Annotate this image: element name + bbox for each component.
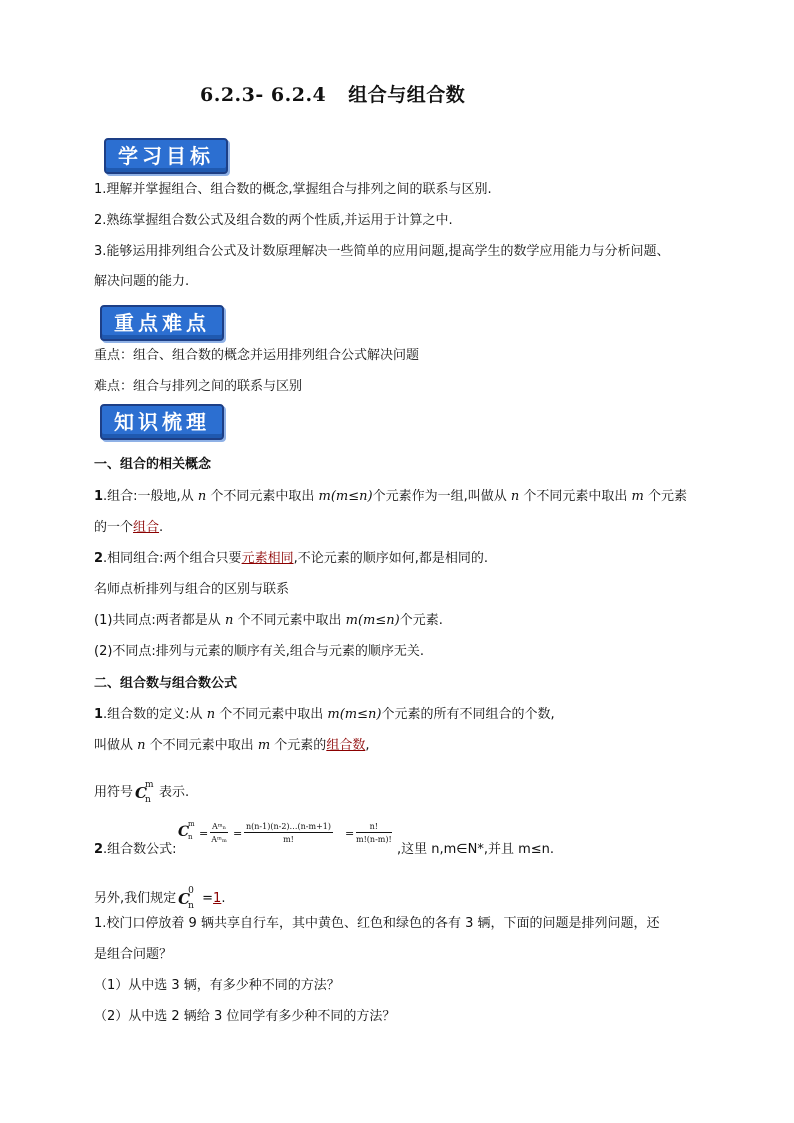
combination-symbol: C m n <box>135 780 154 805</box>
goal-3-cont: 解决问题的能力. <box>94 274 190 289</box>
goal-2: 2.熟练掌握组合数公式及组合数的两个性质,并运用于计算之中. <box>94 213 453 228</box>
common-point: (1)共同点:两者都是从 n 个不同元素中取出 m(m≤n)个元素. <box>94 613 443 628</box>
badge-knowledge: 知识梳理 <box>100 404 224 440</box>
example-question-cont: 是组合问题？ <box>94 947 173 962</box>
concept-combination-cont: 的一个组合. <box>94 520 164 535</box>
page-title: 6.2.3- 6.2.4 组合与组合数 <box>200 84 466 106</box>
key-point-important: 重点：组合、组合数的概念并运用排列组合公式解决问题 <box>94 348 420 363</box>
concept-same-combination: 2.相同组合:两个组合只要元素相同,不论元素的顺序如何,都是相同的. <box>94 551 488 566</box>
fraction-a: Aᵐₙ Aᵐₘ <box>211 822 227 844</box>
example-question: 1.校门口停放着 9 辆共享自行车，其中黄色、红色和绿色的各有 3 辆，下面的问题是排列问题，还 <box>94 916 660 931</box>
concept-combination: 1.组合:一般地,从 n 个不同元素中取出 m(m≤n)个元素作为一组,叫做从 n 个不同元素中取出 m 个元素 <box>94 489 688 504</box>
symbol-line: 用符号 C m n 表示. <box>94 776 189 804</box>
fraction-c: $\frac{n!}{m!(n-m)!}$ <box>356 822 392 844</box>
key-point-difficult: 难点：组合与排列之间的联系与区别 <box>94 379 303 394</box>
combination-formula: C m n = Aᵐₙ Aᵐₘ = $\frac{n(n-1)(n-2)\dots(n-m+1)}{m!}$ = $\frac{n!}{m!(n-m)!}$ <box>178 820 392 844</box>
combination-number-definition-cont: 叫做从 n 个不同元素中取出 m 个元素的组合数, <box>94 738 370 753</box>
formula-conditions: ,这里 n,m∈N*,并且 m≤n. <box>397 842 555 857</box>
fraction-b: $\frac{n(n-1)(n-2)\dots(n-m+1)}{m!}$ <box>246 822 332 844</box>
goal-1: 1.理解并掌握组合、组合数的概念,掌握组合与排列之间的联系与区别. <box>94 182 492 197</box>
example-sub-2: （2）从中选 2 辆给 3 位同学有多少种不同的方法？ <box>94 1009 396 1024</box>
convention-line: 另外,我们规定 C 0 n =1. <box>94 882 225 910</box>
badge-key-points: 重点难点 <box>100 305 224 341</box>
goal-3: 3.能够运用排列组合公式及计数原理解决一些简单的应用问题,提高学生的数学应用能力与分析问题、 <box>94 244 670 259</box>
analysis-heading: 名师点析排列与组合的区别与联系 <box>94 582 290 597</box>
combination-zero-symbol: C 0 n <box>178 886 194 911</box>
section2-heading: 二、组合数与组合数公式 <box>94 676 238 691</box>
example-sub-1: （1）从中选 3 辆，有多少种不同的方法？ <box>94 978 340 993</box>
difference-point: (2)不同点:排列与元素的顺序有关,组合与元素的顺序无关. <box>94 644 425 659</box>
section1-heading: 一、组合的相关概念 <box>94 457 212 472</box>
formula-label: 2.组合数公式: <box>94 842 177 857</box>
badge-learning-goals: 学习目标 <box>104 138 228 174</box>
combination-number-definition: 1.组合数的定义:从 n 个不同元素中取出 m(m≤n)个元素的所有不同组合的个数, <box>94 707 555 722</box>
